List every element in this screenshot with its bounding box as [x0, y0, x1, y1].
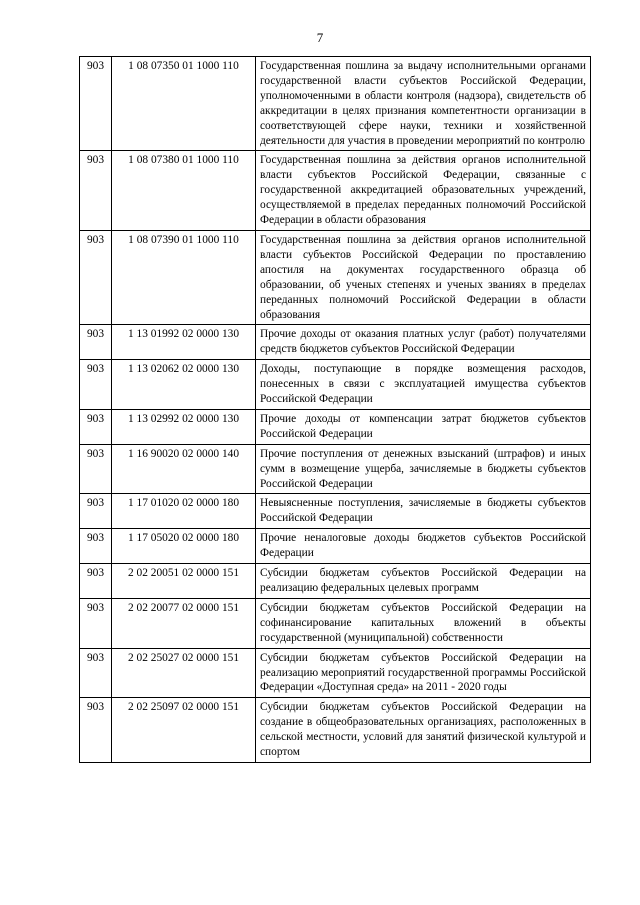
- revenue-name-cell: Невыясненные поступления, зачисляемые в бюджеты субъектов Российской Федерации: [256, 494, 591, 529]
- admin-code-cell: 903: [80, 698, 112, 763]
- budget-code-cell: 1 08 07390 01 1000 110: [112, 230, 256, 324]
- admin-code-cell: 903: [80, 325, 112, 360]
- admin-code-cell: 903: [80, 360, 112, 410]
- admin-code-cell: 903: [80, 409, 112, 444]
- budget-code-cell: 1 13 01992 02 0000 130: [112, 325, 256, 360]
- admin-code-cell: 903: [80, 151, 112, 231]
- revenue-name-cell: Субсидии бюджетам субъектов Российской Федерации на создание в общеобразовательных организациях, расположенных в сельской местности, условий для занятий физической культурой и спортом: [256, 698, 591, 763]
- admin-code-cell: 903: [80, 598, 112, 648]
- revenue-name-cell: Субсидии бюджетам субъектов Российской Федерации на реализацию мероприятий государственной программы Российской Федерации «Доступная среда» на 2011 - 2020 годы: [256, 648, 591, 698]
- admin-code-cell: 903: [80, 230, 112, 324]
- revenue-name-cell: Государственная пошлина за выдачу исполнительными органами государственной власти субъектов Российской Федерации, уполномоченными в области контроля (надзора), свидетельств об аккредитации в целях признания компетентности организации в соответствующей сфере науки, техники и хозяйственной деятельности для участия в проведении мероприятий по контролю: [256, 57, 591, 151]
- admin-code-cell: 903: [80, 529, 112, 564]
- budget-code-cell: 1 17 05020 02 0000 180: [112, 529, 256, 564]
- budget-code-cell: 1 16 90020 02 0000 140: [112, 444, 256, 494]
- budget-code-cell: 1 08 07380 01 1000 110: [112, 151, 256, 231]
- budget-code-cell: 2 02 25097 02 0000 151: [112, 698, 256, 763]
- table-row: [80, 230, 591, 324]
- admin-code-cell: 903: [80, 57, 112, 151]
- table-row: [80, 598, 591, 648]
- table-row: [80, 648, 591, 698]
- table-row: [80, 529, 591, 564]
- revenue-name-cell: Прочие неналоговые доходы бюджетов субъектов Российской Федерации: [256, 529, 591, 564]
- admin-code-cell: 903: [80, 444, 112, 494]
- page-number: 7: [316, 30, 324, 45]
- table-body: [80, 57, 591, 763]
- budget-code-cell: 1 13 02992 02 0000 130: [112, 409, 256, 444]
- revenue-name-cell: Субсидии бюджетам субъектов Российской Федерации на реализацию федеральных целевых программ: [256, 564, 591, 599]
- budget-code-cell: 2 02 25027 02 0000 151: [112, 648, 256, 698]
- table-row: [80, 444, 591, 494]
- budget-code-cell: 2 02 20051 02 0000 151: [112, 564, 256, 599]
- admin-code-cell: 903: [80, 648, 112, 698]
- admin-code-cell: 903: [80, 564, 112, 599]
- budget-code-cell: 2 02 20077 02 0000 151: [112, 598, 256, 648]
- table-row: [80, 698, 591, 763]
- revenue-name-cell: Прочие доходы от оказания платных услуг (работ) получателями средств бюджетов субъектов Российской Федерации: [256, 325, 591, 360]
- revenue-name-cell: Государственная пошлина за действия органов исполнительной власти субъектов Российской Федерации, связанные с государственной аккредитацией образовательных учреждений, осуществляемой в пределах переданных полномочий Российской Федерации в области образования: [256, 151, 591, 231]
- budget-code-cell: 1 08 07350 01 1000 110: [112, 57, 256, 151]
- table-row: [80, 564, 591, 599]
- table-row: [80, 57, 591, 151]
- revenue-name-cell: Доходы, поступающие в порядке возмещения расходов, понесенных в связи с эксплуатацией имущества субъектов Российской Федерации: [256, 360, 591, 410]
- budget-code-cell: 1 13 02062 02 0000 130: [112, 360, 256, 410]
- table-row: [80, 360, 591, 410]
- revenue-name-cell: Субсидии бюджетам субъектов Российской Федерации на софинансирование капитальных вложений в объекты государственной (муниципальной) собственности: [256, 598, 591, 648]
- table-row: [80, 409, 591, 444]
- table-row: [80, 151, 591, 231]
- revenue-name-cell: Государственная пошлина за действия органов исполнительной власти субъектов Российской Федерации по проставлению апостиля на документах государственного образца об образовании, об ученых степенях и ученых званиях в пределах переданных полномочий Российской Федерации в области образования: [256, 230, 591, 324]
- revenue-code-table: [79, 56, 591, 763]
- budget-code-cell: 1 17 01020 02 0000 180: [112, 494, 256, 529]
- revenue-name-cell: Прочие доходы от компенсации затрат бюджетов субъектов Российской Федерации: [256, 409, 591, 444]
- admin-code-cell: 903: [80, 494, 112, 529]
- revenue-name-cell: Прочие поступления от денежных взысканий (штрафов) и иных сумм в возмещение ущерба, зачисляемые в бюджеты субъектов Российской Федерации: [256, 444, 591, 494]
- table-row: [80, 494, 591, 529]
- table-row: [80, 325, 591, 360]
